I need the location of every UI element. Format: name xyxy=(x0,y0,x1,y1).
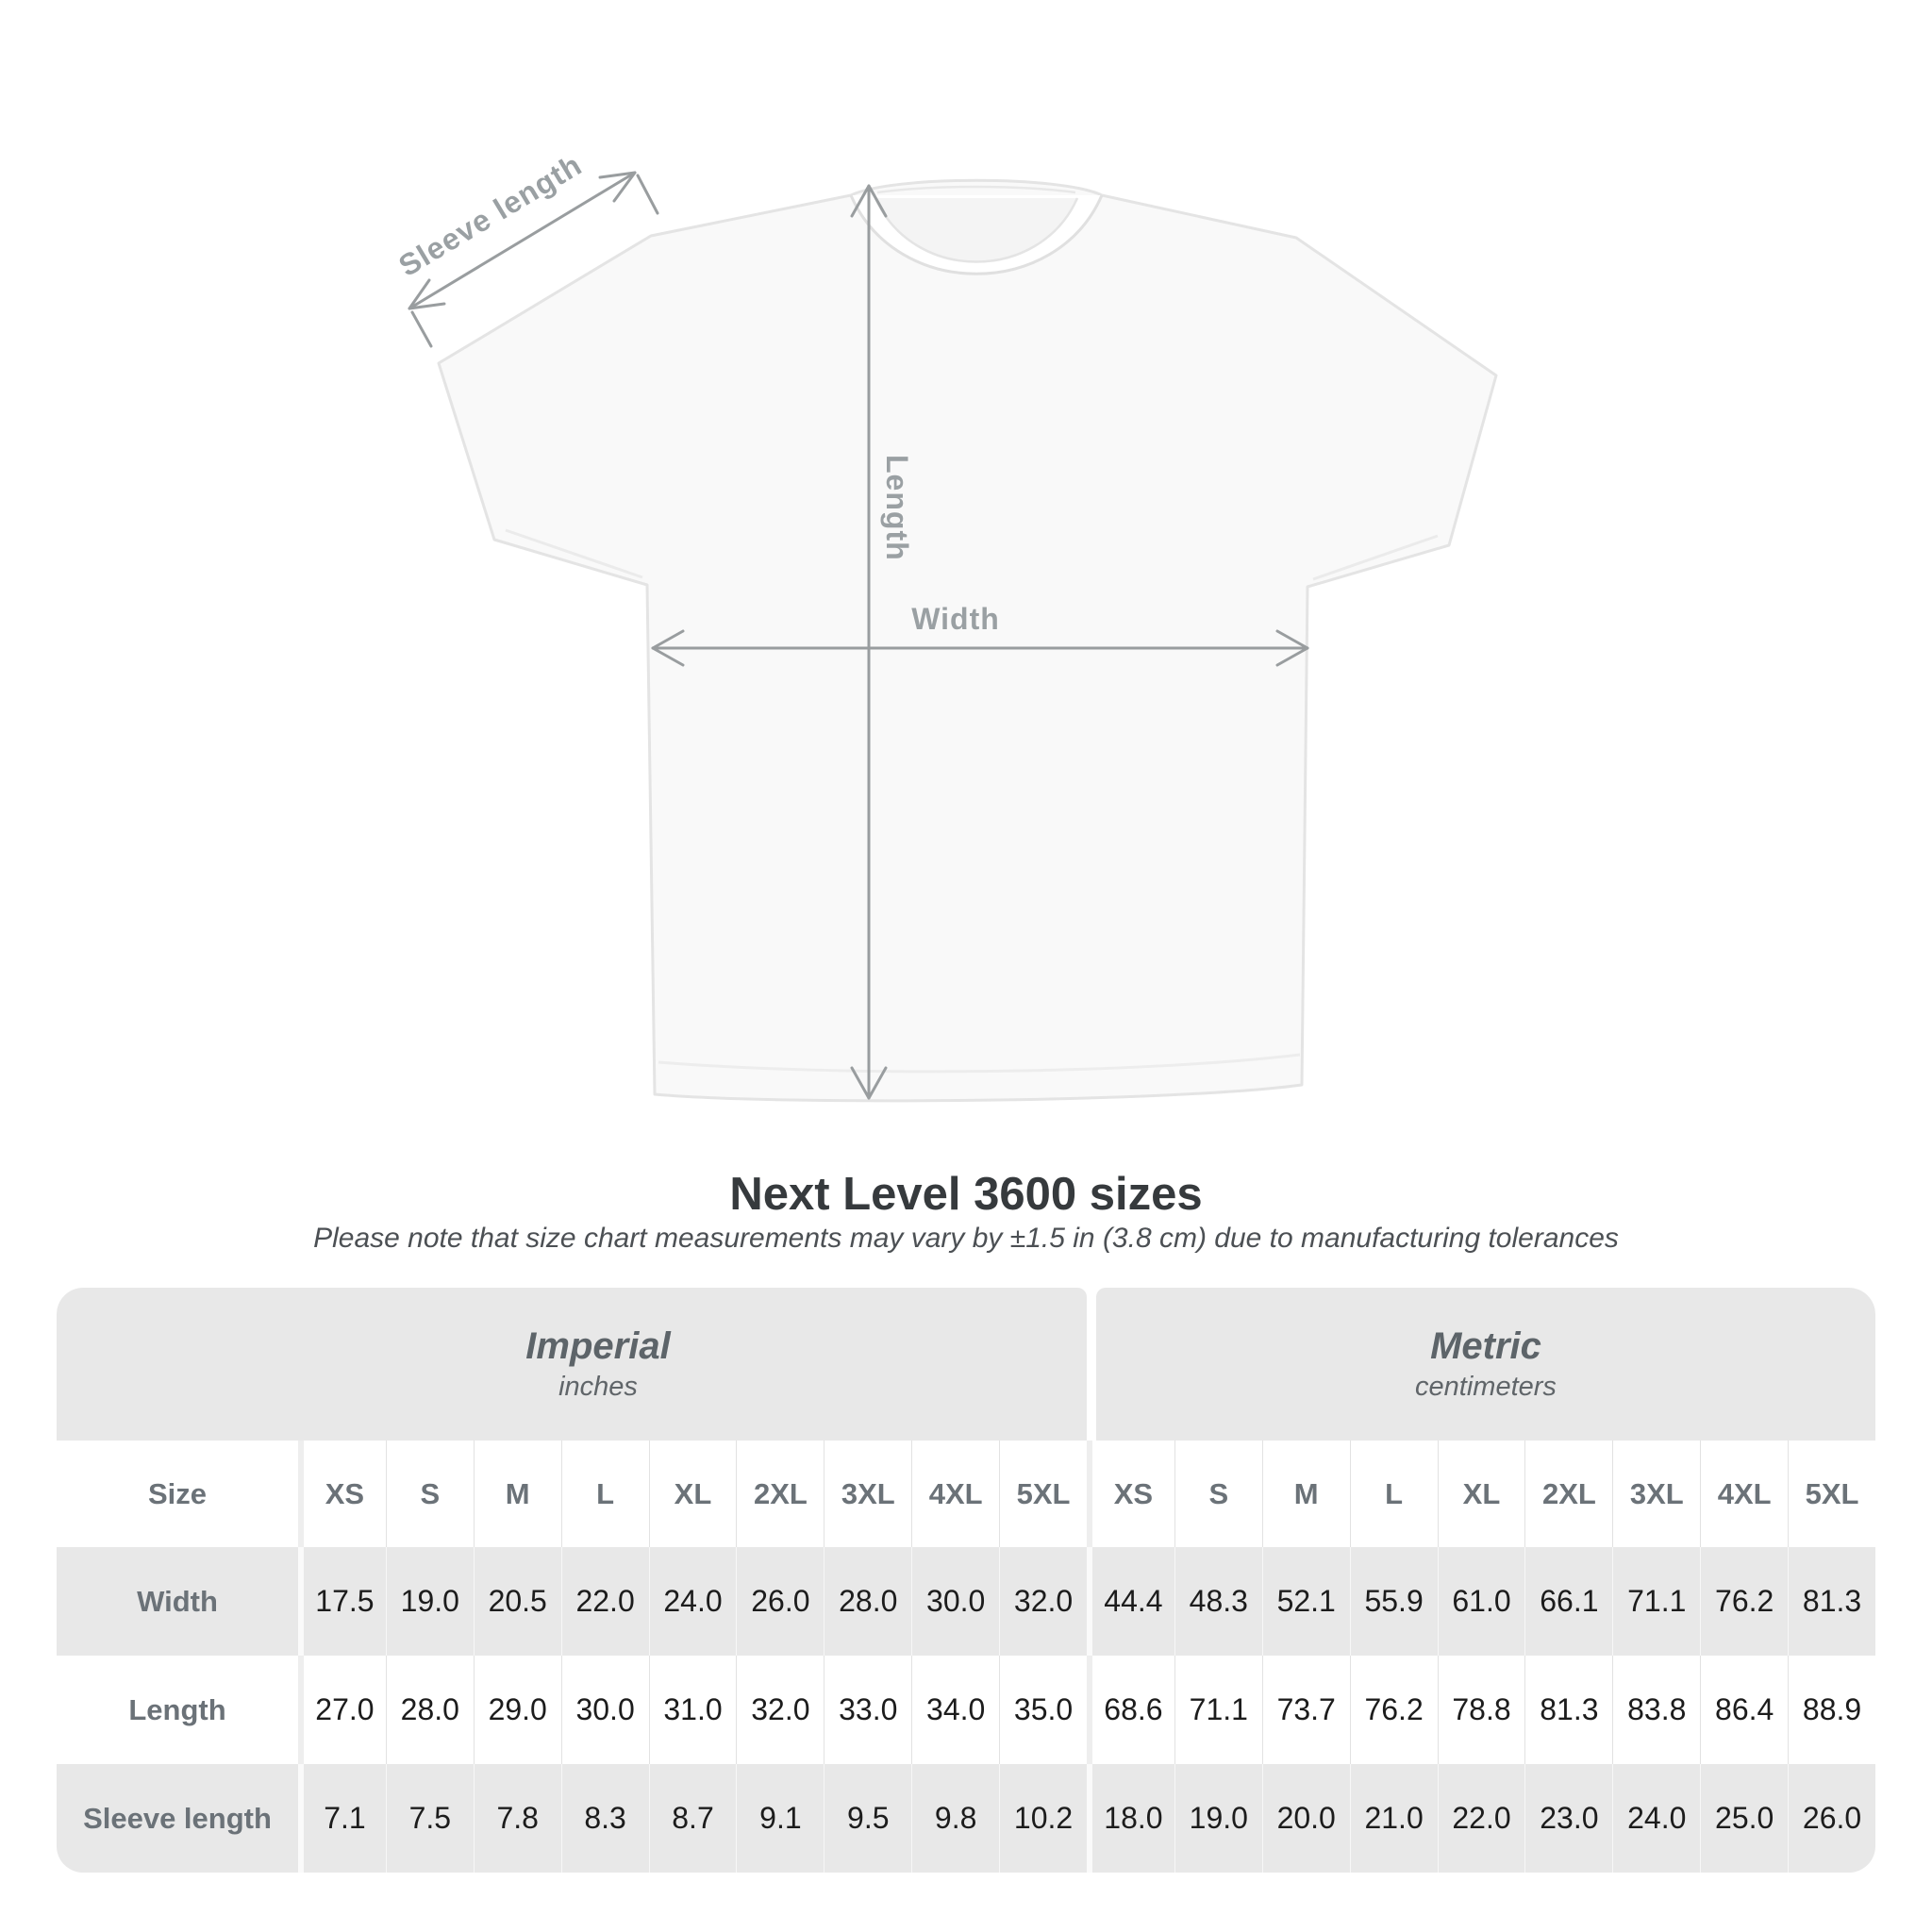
size-header: 4XL xyxy=(911,1441,999,1547)
value-cell: 76.2 xyxy=(1700,1547,1788,1656)
value-cell: 19.0 xyxy=(386,1547,474,1656)
value-cell: 68.6 xyxy=(1087,1656,1174,1764)
value-cell: 66.1 xyxy=(1524,1547,1612,1656)
value-cell: 83.8 xyxy=(1612,1656,1700,1764)
value-cell: 88.9 xyxy=(1788,1656,1875,1764)
value-cell: 17.5 xyxy=(298,1547,386,1656)
table-row-width xyxy=(57,1547,1875,1656)
value-cell: 52.1 xyxy=(1262,1547,1350,1656)
value-cell: 81.3 xyxy=(1524,1656,1612,1764)
length-label: Length xyxy=(880,455,914,561)
metric-title: Metric xyxy=(1430,1325,1541,1368)
size-header: 5XL xyxy=(999,1441,1087,1547)
value-cell: 33.0 xyxy=(824,1656,911,1764)
value-cell: 30.0 xyxy=(561,1656,649,1764)
table-row-length xyxy=(57,1656,1875,1764)
size-header: XL xyxy=(1438,1441,1525,1547)
size-header: 4XL xyxy=(1700,1441,1788,1547)
size-header: 3XL xyxy=(824,1441,911,1547)
metric-unit: centimeters xyxy=(1415,1372,1557,1403)
row-label: Width xyxy=(137,1584,218,1618)
table-row-sleeve-length xyxy=(57,1764,1875,1873)
value-cell: 7.1 xyxy=(298,1764,386,1873)
value-cell: 73.7 xyxy=(1262,1656,1350,1764)
value-cell: 29.0 xyxy=(474,1656,561,1764)
size-header: S xyxy=(1174,1441,1262,1547)
size-header-cell: Size xyxy=(147,1476,208,1510)
size-header: M xyxy=(474,1441,561,1547)
sleeve-length-label: Sleeve length xyxy=(392,147,588,283)
row-label: Length xyxy=(128,1692,226,1726)
value-cell: 28.0 xyxy=(824,1547,911,1656)
value-cell: 9.8 xyxy=(911,1764,999,1873)
imperial-unit: inches xyxy=(558,1372,638,1403)
size-header: XL xyxy=(649,1441,737,1547)
value-cell: 71.1 xyxy=(1174,1656,1262,1764)
value-cell: 7.5 xyxy=(386,1764,474,1873)
size-header-row xyxy=(57,1441,1875,1547)
value-cell: 21.0 xyxy=(1350,1764,1438,1873)
value-cell: 86.4 xyxy=(1700,1656,1788,1764)
value-cell: 61.0 xyxy=(1438,1547,1525,1656)
size-header: L xyxy=(561,1441,649,1547)
size-header: XS xyxy=(298,1441,386,1547)
size-header: M xyxy=(1262,1441,1350,1547)
value-cell: 22.0 xyxy=(561,1547,649,1656)
value-cell: 81.3 xyxy=(1788,1547,1875,1656)
value-cell: 22.0 xyxy=(1438,1764,1525,1873)
size-table xyxy=(57,1288,1875,1873)
value-cell: 44.4 xyxy=(1087,1547,1174,1656)
page-subtitle: Please note that size chart measurements may vary by ±1.5 in (3.8 cm) due to manufacturing tolerances xyxy=(313,1223,1619,1254)
value-cell: 71.1 xyxy=(1612,1547,1700,1656)
value-cell: 23.0 xyxy=(1524,1764,1612,1873)
value-cell: 8.3 xyxy=(561,1764,649,1873)
value-cell: 76.2 xyxy=(1350,1656,1438,1764)
row-label: Sleeve length xyxy=(83,1801,272,1835)
value-cell: 10.2 xyxy=(999,1764,1087,1873)
value-cell: 8.7 xyxy=(649,1764,737,1873)
unit-band-row xyxy=(57,1288,1875,1441)
value-cell: 26.0 xyxy=(1788,1764,1875,1873)
value-cell: 9.1 xyxy=(736,1764,824,1873)
value-cell: 55.9 xyxy=(1350,1547,1438,1656)
value-cell: 24.0 xyxy=(1612,1764,1700,1873)
size-header: XS xyxy=(1087,1441,1174,1547)
value-cell: 78.8 xyxy=(1438,1656,1525,1764)
value-cell: 9.5 xyxy=(824,1764,911,1873)
value-cell: 35.0 xyxy=(999,1656,1087,1764)
value-cell: 27.0 xyxy=(298,1656,386,1764)
value-cell: 18.0 xyxy=(1087,1764,1174,1873)
size-header: 5XL xyxy=(1788,1441,1875,1547)
value-cell: 24.0 xyxy=(649,1547,737,1656)
value-cell: 19.0 xyxy=(1174,1764,1262,1873)
value-cell: 48.3 xyxy=(1174,1547,1262,1656)
value-cell: 28.0 xyxy=(386,1656,474,1764)
tshirt-silhouette xyxy=(439,180,1496,1101)
imperial-title: Imperial xyxy=(525,1325,671,1368)
size-header: L xyxy=(1350,1441,1438,1547)
size-header: 2XL xyxy=(736,1441,824,1547)
value-cell: 20.0 xyxy=(1262,1764,1350,1873)
width-label: Width xyxy=(911,602,1000,636)
value-cell: 32.0 xyxy=(736,1656,824,1764)
value-cell: 34.0 xyxy=(911,1656,999,1764)
value-cell: 31.0 xyxy=(649,1656,737,1764)
value-cell: 26.0 xyxy=(736,1547,824,1656)
value-cell: 20.5 xyxy=(474,1547,561,1656)
imperial-band xyxy=(57,1288,1087,1441)
value-cell: 7.8 xyxy=(474,1764,561,1873)
value-cell: 30.0 xyxy=(911,1547,999,1656)
value-cell: 32.0 xyxy=(999,1547,1087,1656)
size-header: 3XL xyxy=(1612,1441,1700,1547)
value-cell: 25.0 xyxy=(1700,1764,1788,1873)
size-header: S xyxy=(386,1441,474,1547)
size-header: 2XL xyxy=(1524,1441,1612,1547)
metric-band xyxy=(1096,1288,1875,1441)
page-title: Next Level 3600 sizes xyxy=(729,1169,1203,1220)
